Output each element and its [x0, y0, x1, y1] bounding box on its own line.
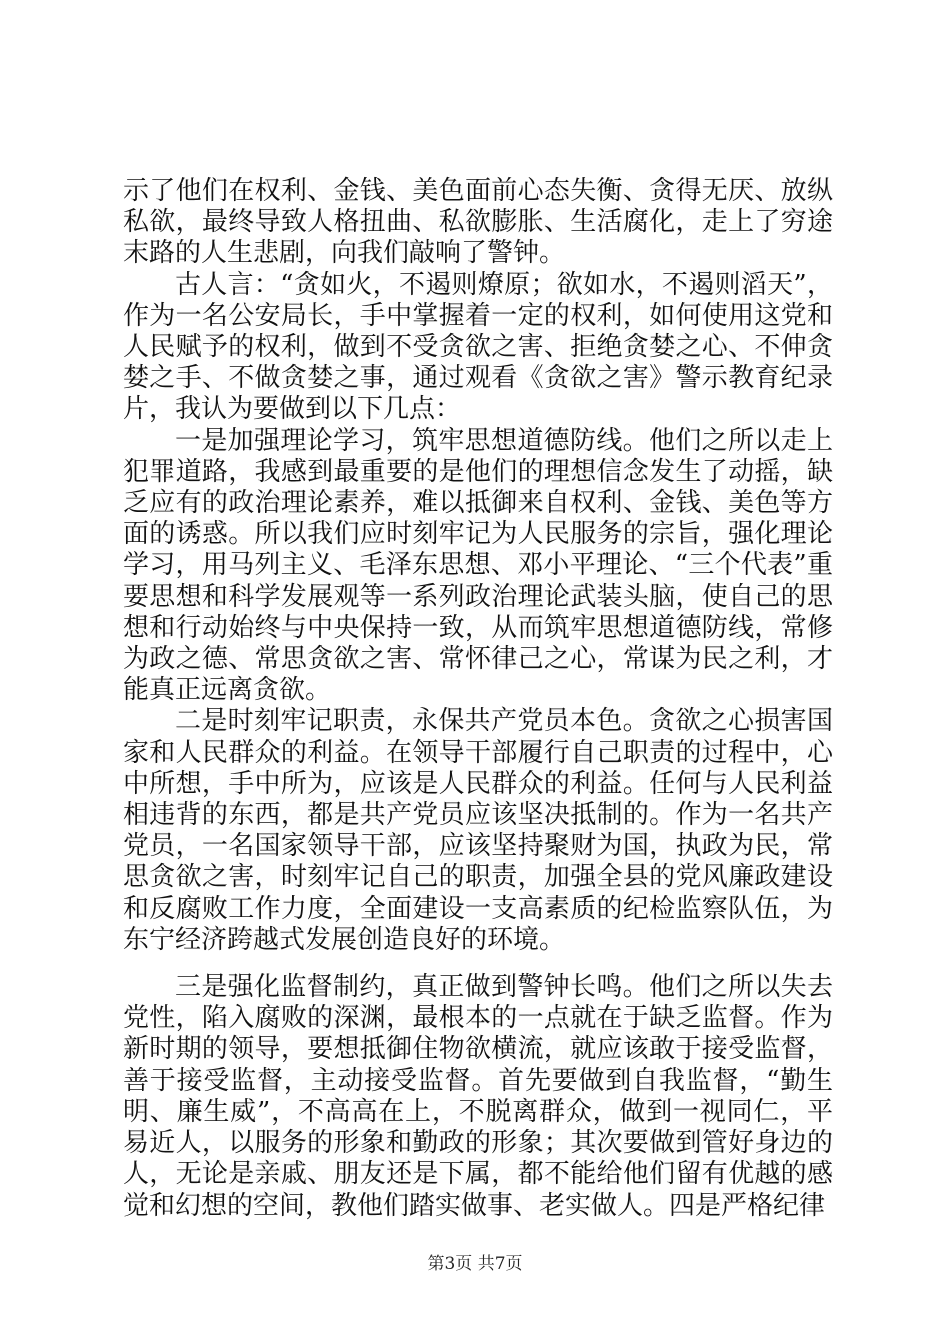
paragraph-quote: 古人言：“贪如火，不遏则燎原；欲如水，不遏则滔天”，作为一名公安局长，手中掌握着一定的权利，如何使用这党和人民赋予的权利，做到不受贪欲之害、拒绝贪婪之心、不伸贪婪之手、不做贪婪之事，通过观看《贪欲之害》警示教育纪录片，我认为要做到以下几点：	[123, 269, 833, 425]
paragraph-continued: 示了他们在权利、金钱、美色面前心态失衡、贪得无厌、放纵私欲，最终导致人格扭曲、私欲膨胀、生活腐化，走上了穷途末路的人生悲剧，向我们敲响了警钟。	[123, 176, 833, 269]
paragraph-point-one: 一是加强理论学习，筑牢思想道德防线。他们之所以走上犯罪道路，我感到最重要的是他们的理想信念发生了动摇，缺乏应有的政治理论素养，难以抵御来自权利、金钱、美色等方面的诱惑。所以我们应时刻牢记为人民服务的宗旨，强化理论学习，用马列主义、毛泽东思想、邓小平理论、“三个代表”重要思想和科学发展观等一系列政治理论武装头脑，使自己的思想和行动始终与中央保持一致，从而筑牢思想道德防线，常修为政之德、常思贪欲之害、常怀律己之心，常谋为民之利，才能真正远离贪欲。	[123, 425, 833, 706]
page-number-footer: 第3页 共7页	[427, 1254, 523, 1274]
document-body	[123, 176, 833, 1222]
paragraph-point-two: 二是时刻牢记职责，永保共产党员本色。贪欲之心损害国家和人民群众的利益。在领导干部履行自己职责的过程中，心中所想，手中所为，应该是人民群众的利益。任何与人民利益相违背的东西，都是共产党员应该坚决抵制的。作为一名共产党员，一名国家领导干部，应该坚持聚财为国，执政为民，常思贪欲之害，时刻牢记自己的职责，加强全县的党风廉政建设和反腐败工作力度，全面建设一支高素质的纪检监察队伍，为东宁经济跨越式发展创造良好的环境。	[123, 706, 833, 955]
paragraph-point-three: 三是强化监督制约，真正做到警钟长鸣。他们之所以失去党性，陷入腐败的深渊，最根本的一点就在于缺乏监督。作为新时期的领导，要想抵御住物欲横流，就应该敢于接受监督，善于接受监督，主动接受监督。首先要做到自我监督，“勤生明、廉生威”，不高高在上，不脱离群众，做到一视同仁，平易近人，以服务的形象和勤政的形象；其次要做到管好身边的人，无论是亲戚、朋友还是下属，都不能给他们留有优越的感觉和幻想的空间，教他们踏实做事、老实做人。四是严格纪律	[123, 972, 833, 1221]
